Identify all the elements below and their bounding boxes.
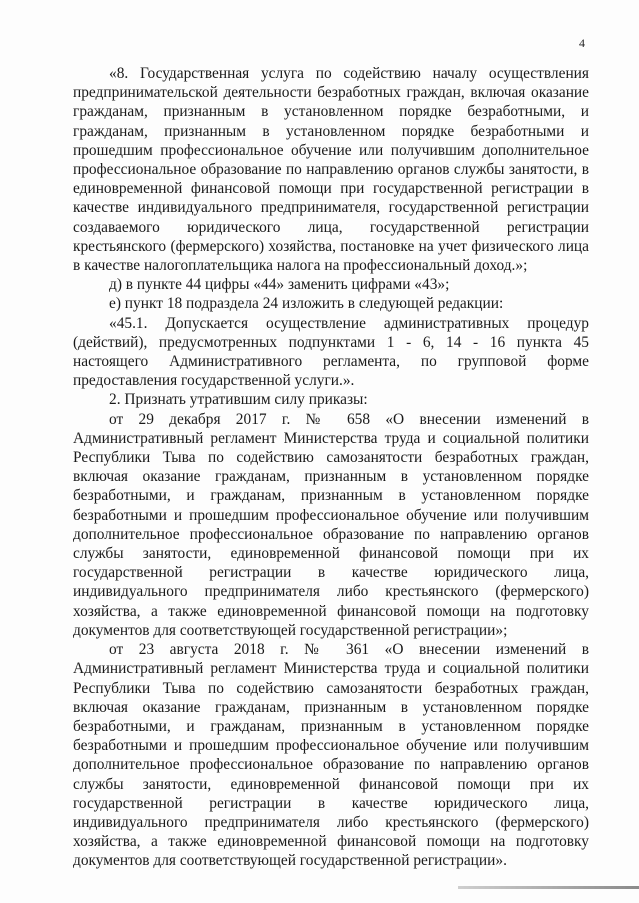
paragraph-item-d: д) в пункте 44 цифры «44» заменить цифрами «43»; — [109, 276, 450, 294]
paragraph-service-8: «8. Государственная услуга по содействию началу осуществления предпринимательской деятельности безработных граждан, включая оказание гражданам, признанным в установленном порядке безработными, и гражданам, признанным в установленном порядке безработными и прошедшим профессиональное обучение или получившим дополнительное профессиональное образование по направлению органов службы занятости, в единовременной финансовой помощи при государственной регистрации в качестве индивидуального предпринимателя, государственной регистрации создаваемого юридического лица, государственной регистрации крестьянского (фермерского) хозяйства, постановке на учет физического лица в качестве налогоплательщика налога на профессиональный доход.»; — [73, 65, 589, 275]
document-body — [73, 64, 589, 871]
page-number: 4 — [579, 36, 585, 50]
paragraph-repeal-heading: 2. Признать утратившим силу приказы: — [109, 391, 368, 409]
paragraph-order-361: от 23 августа 2018 г. № 361 «О внесении изменений в Административный регламент Министерства труда и социальной политики Республики Тыва по содействию самозанятости безработных граждан, включая оказание гражданам, признанным в установленном порядке безработными, и гражданам, признанным в установленном порядке безработными и прошедшим профессиональное обучение или получившим дополнительное профессиональное образование по направлению органов службы занятости, единовременной финансовой помощи при их государственной регистрации в качестве юридического лица, индивидуального предпринимателя либо крестьянского (фермерского) хозяйства, а также единовременной финансовой помощи на подготовку документов для соответствующей государственной регистрации». — [73, 641, 589, 870]
paragraph-item-e: е) пункт 18 подраздела 24 изложить в следующей редакции: — [109, 295, 504, 313]
paragraph-clause-45-1: «45.1. Допускается осуществление административных процедур (действий), предусмотренных подпунктами 1 - 6, 14 - 16 пункта 45 настоящего Административного регламента, по групповой форме предоставления государственной услуги.». — [73, 314, 589, 390]
paragraph-order-658: от 29 декабря 2017 г. № 658 «О внесении изменений в Административный регламент Министерства труда и социальной политики Республики Тыва по содействию самозанятости безработных граждан, включая оказание гражданам, признанным в установленном порядке безработными, и гражданам, признанным в установленном порядке безработными и прошедшим профессиональное обучение или получившим дополнительное профессиональное образование по направлению органов службы занятости, единовременной финансовой помощи при их государственной регистрации в качестве юридического лица, индивидуального предпринимателя либо крестьянского (фермерского) хозяйства, а также единовременной финансовой помощи на подготовку документов для соответствующей государственной регистрации»; — [73, 410, 589, 639]
scan-edge-line — [458, 886, 639, 889]
